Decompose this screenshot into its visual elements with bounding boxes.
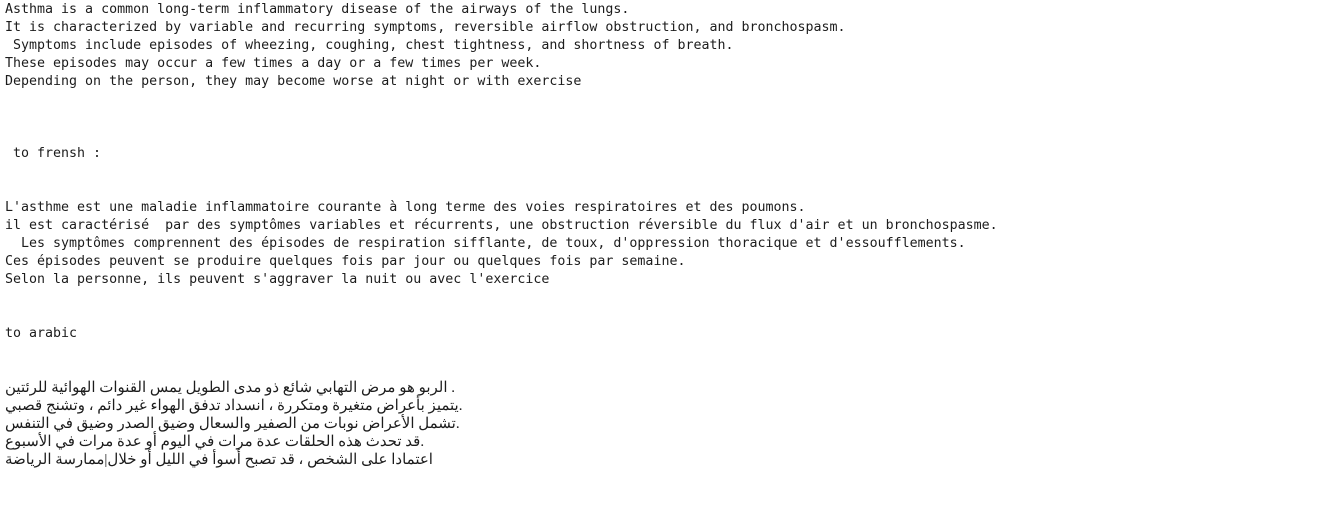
blank-lines bbox=[5, 91, 1333, 145]
french-line: L'asthme est une maladie inflammatoire courante à long terme des voies respiratoires et des poumons. bbox=[5, 200, 806, 215]
arabic-line: يتميز بأعراض متغيرة ومتكررة ، انسداد تدفق الهواء غير دائم ، وتشنج قصبي. bbox=[5, 398, 463, 414]
blank-lines bbox=[5, 163, 1333, 199]
french-line: Les symptômes comprennent des épisodes de respiration sifflante, de toux, d'oppression thoracique et d'essoufflements. bbox=[5, 236, 966, 251]
arabic-paragraph bbox=[5, 379, 1333, 469]
blank-lines bbox=[5, 343, 1333, 379]
english-line: Symptoms include episodes of wheezing, coughing, chest tightness, and shortness of breath. bbox=[5, 38, 734, 53]
french-line: Selon la personne, ils peuvent s'aggraver la nuit ou avec l'exercice bbox=[5, 272, 550, 287]
arabic-line: قد تحدث هذه الحلقات عدة مرات في اليوم أو عدة مرات في الأسبوع. bbox=[5, 434, 425, 450]
french-line: il est caractérisé par des symptômes variables et récurrents, une obstruction réversible du flux d'air et un bronchospasme. bbox=[5, 218, 998, 233]
english-line: These episodes may occur a few times a day or a few times per week. bbox=[5, 56, 542, 71]
blank-lines bbox=[5, 289, 1333, 325]
french-line: Ces épisodes peuvent se produire quelques fois par jour ou quelques fois par semaine. bbox=[5, 254, 686, 269]
arabic-line: تشمل الأعراض نوبات من الصفير والسعال وضيق الصدر وضيق في التنفس. bbox=[5, 416, 460, 432]
french-label: to frensh : bbox=[5, 146, 102, 161]
english-line: It is characterized by variable and recurring symptoms, reversible airflow obstruction, and bronchospasm. bbox=[5, 20, 846, 35]
french-paragraph bbox=[5, 199, 1333, 289]
english-line: Depending on the person, they may become worse at night or with exercise bbox=[5, 74, 582, 89]
english-paragraph bbox=[5, 1, 1333, 91]
english-line: Asthma is a common long-term inflammatory disease of the airways of the lungs. bbox=[5, 2, 630, 17]
arabic-line: الربو هو مرض التهابي شائع ذو مدى الطويل يمس القنوات الهوائية للرئتين . bbox=[5, 380, 456, 396]
arabic-label: to arabic bbox=[5, 326, 78, 341]
arabic-line: اعتمادا على الشخص ، قد تصبح أسوأ في الليل أو خلال|ممارسة الرياضة bbox=[5, 452, 433, 468]
